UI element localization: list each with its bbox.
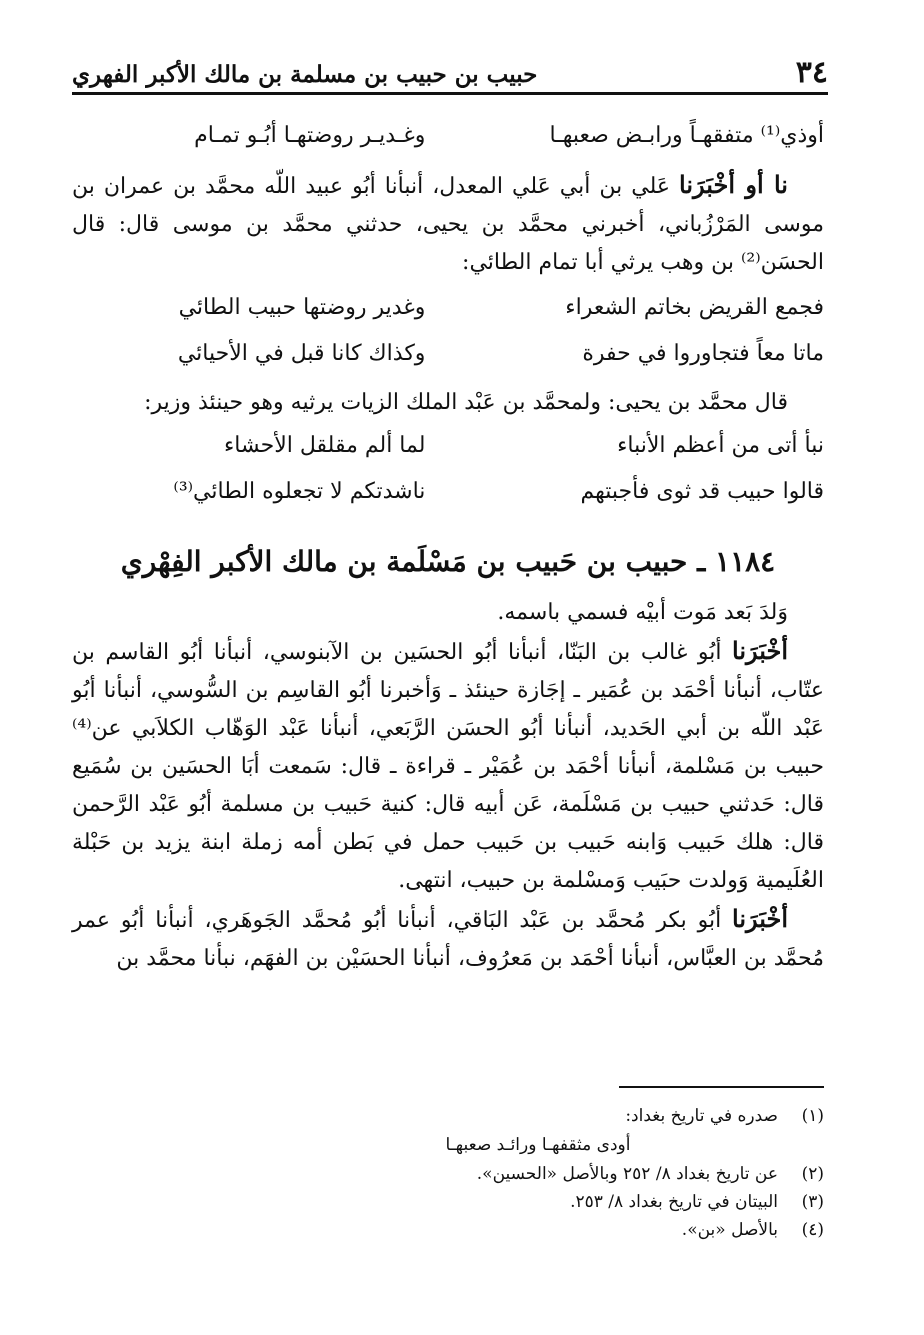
footnote-text: صدره في تاريخ بغداد: (625, 1106, 778, 1126)
entry-heading: ١١٨٤ ـ حبيب بن حَبيب بن مَسْلَمة بن مالك الأكبر الفِهْري (120, 545, 776, 578)
paragraph-text: أبُو بكر مُحمَّد بن عَبْد البَاقي، أنبأنا أبُو مُحمَّد الجَوهَري، أنبأنا أبُو عمر مُحمَّد بن العبَّاس، أنبأنا أحْمَد بن مَعرُوف، أنبأنا الحسَيْن بن الفهَم، نبأنا محمَّد بن (72, 908, 824, 971)
verse-second-hemistich: لما ألم مقلقل الأحشاء (223, 433, 426, 458)
verse-line (72, 430, 824, 476)
paragraph: قال محمَّد بن يحيى: ولمحمَّد بن عَبْد الملك الزيات يرثيه وهو حينئذ وزير: (144, 390, 788, 415)
paragraph (72, 900, 824, 978)
verse-first-hemistich: قالوا حبيب قد ثوى فأجبتهم (580, 479, 824, 504)
running-header (72, 54, 828, 95)
verse-line (72, 476, 824, 522)
footnote (72, 1160, 824, 1188)
verse-second-hemistich: ناشدتكم لا تجعلوه الطائي⁽³⁾ (173, 479, 426, 504)
running-title: حبيب بن حبيب بن مسلمة بن مالك الأكبر الفهري (72, 61, 538, 88)
footnote-number: (١) (801, 1106, 824, 1126)
footnote-divider (619, 1086, 824, 1088)
verse-second-hemistich: وكذاك كانا قبل في الأحيائي (177, 341, 426, 366)
verse-second-hemistich: وغـديـر روضتهـا أبُـو تمـام (194, 123, 426, 148)
paragraph (72, 632, 824, 900)
footnote (72, 1102, 824, 1130)
footnote-number: (٤) (801, 1220, 824, 1240)
verse-first-hemistich: ماتا معاً فتجاوروا في حفرة (582, 341, 824, 366)
footnote-number: (٢) (801, 1164, 824, 1184)
verse-first-hemistich: نبأ أتى من أعظم الأنباء (617, 433, 824, 458)
footnote-text: البيتان في تاريخ بغداد ٨/ ٢٥٣. (570, 1192, 778, 1212)
paragraph-lead: أخْبَرَنا (732, 904, 788, 933)
main-text (72, 120, 824, 978)
footnote-text: بالأصل «بن». (681, 1220, 778, 1240)
paragraph (72, 166, 824, 282)
footnotes (72, 1086, 824, 1244)
footnote (72, 1216, 824, 1244)
paragraph-lead: نا أو أخْبَرَنا (679, 170, 788, 199)
verse-first-hemistich: أوذي⁽¹⁾ متفقهـاً ورابـض صعبهـا (549, 123, 824, 148)
paragraph-text: أبُو غالب بن البَنّا، أنبأنا أبُو الحسَين بن الآبنوسي، أنبأنا أبُو القاسم بن عتّاب، أنبأنا أحْمَد بن عُمَير ـ إجَازة حينئذ ـ وَأخبرنا أبُو القاسِم بن السُّوسي، أنبأنا أبُو عَبْد اللّه بن أبي الحَديد، أنبأنا أبُو الحسَن الرَّبَعي، أنبأنا عَبْد الوَهّاب الكلاَبي عن⁽⁴⁾ حبيب بن مَسْلمة، أنبأنا أحْمَد بن عُمَيْر ـ قراءة ـ قال: سَمعت أبَا الحسَين بن سُمَيع قال: حَدثني حبيب بن مَسْلَمة، عَن أبيه قال: كنية حَبيب بن مسلمة أبُو عَبْد الرَّحمن قال: هلك حَبيب وَابنه حَبيب بن حَبيب حمل في بَطن أمه زملة ابنة يزيد بن حَبْلة العُلَيمية وَولدت حبَيب وَمسْلمة بن حبيب، انتهى. (72, 640, 824, 893)
verse-line (72, 120, 824, 166)
footnote-text: عن تاريخ بغداد ٨/ ٢٥٢ وبالأصل «الحسين». (476, 1164, 778, 1184)
verse-first-hemistich: فجمع القريض بخاتم الشعراء (565, 295, 824, 320)
verse-second-hemistich: وغدير روضتها حبيب الطائي (178, 295, 426, 320)
footnote (72, 1188, 824, 1216)
entry-intro: وَلدَ بَعد مَوت أبيْه فسمي باسمه. (497, 600, 788, 625)
paragraph-lead: أخْبَرَنا (732, 636, 788, 665)
paragraph-text: عَلي بن أبي عَلي المعدل، أنبأنا أبُو عبيد اللّه محمَّد بن عمران بن موسى المَرْزُباني، أخبرني محمَّد بن يحيى، حدثني محمَّد بن موسى قال: قال الحسَن⁽²⁾ بن وهب يرثي أبا تمام الطائي: (72, 174, 824, 275)
verse-line (72, 292, 824, 338)
page-number: ٣٤ (795, 55, 828, 90)
verse-line (72, 338, 824, 384)
footnote-number: (٣) (801, 1192, 824, 1212)
footnote-verse: أودى مثقفهـا ورائـد صعبهـا (445, 1135, 631, 1155)
